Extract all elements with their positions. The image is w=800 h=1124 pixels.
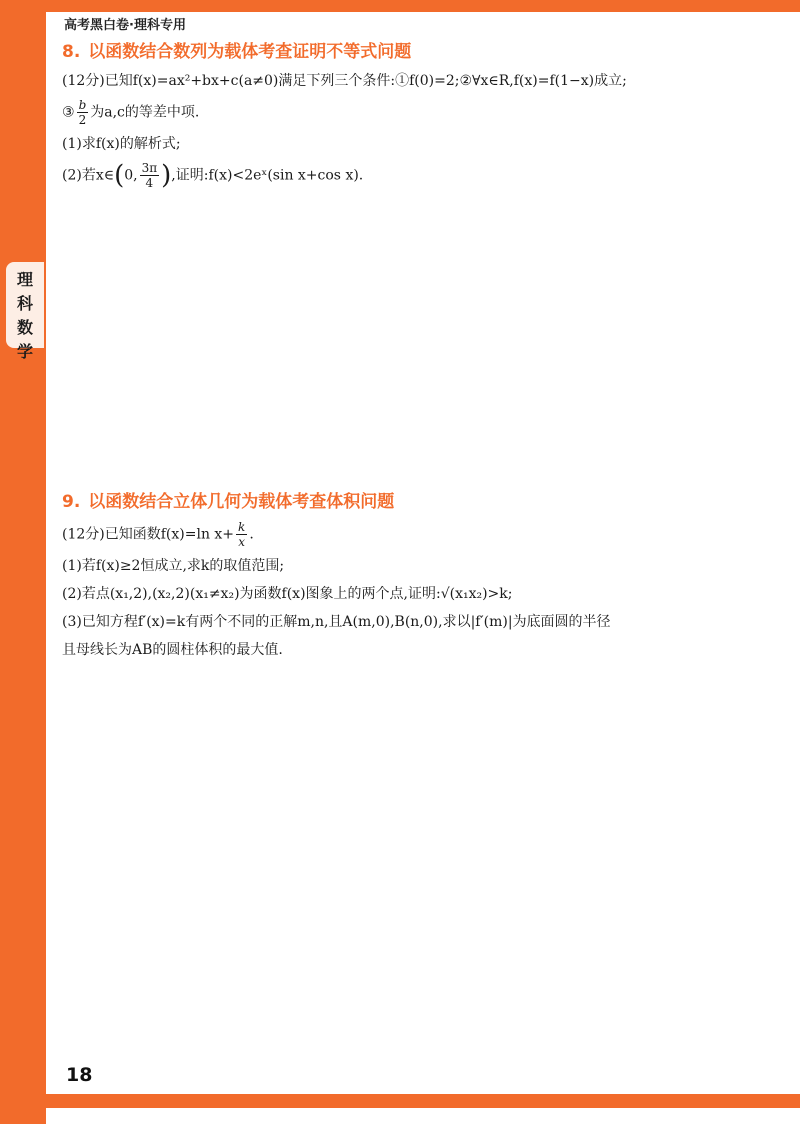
side-subject-label — [6, 268, 44, 364]
problem-8 — [62, 40, 760, 196]
bottom-accent-bar — [0, 1094, 800, 1108]
statement-suffix: . — [249, 526, 254, 543]
page-header: 高考黑白卷·理科专用 — [64, 18, 186, 33]
page-number: 18 — [66, 1064, 93, 1086]
fraction-denominator: 2 — [78, 113, 87, 127]
fraction-numerator: b — [78, 98, 87, 112]
statement-prefix: (12分)已知函数f(x)=ln x+ — [62, 526, 235, 543]
left-accent-bar — [0, 0, 46, 1124]
problem-8-part-2 — [62, 161, 760, 190]
problem-9-title — [62, 490, 760, 514]
side-subject-tab — [6, 262, 44, 361]
top-accent-bar — [0, 0, 800, 12]
problem-9 — [62, 490, 760, 667]
circle-number-3: ③ — [62, 104, 75, 121]
problem-9-title-text: 以函数结合立体几何为载体考查体积问题 — [88, 492, 395, 512]
part-2-suffix: ,证明:f(x)<2eˣ(sin x+cos x). — [171, 167, 364, 184]
problem-9-part-3-line-1: (3)已知方程f′(x)=k有两个不同的正解m,n,且A(m,0),B(n,0),求以|f′(m)|为底面圆的半径 — [62, 614, 611, 630]
fraction-numerator: 3π — [141, 161, 158, 175]
part-2-prefix: (2)若x∈ — [62, 167, 115, 184]
condition-3-text: 为a,c的等差中项. — [90, 104, 200, 121]
problem-8-statement: (12分)已知f(x)=ax²+bx+c(a≠0)满足下列三个条件:①f(0)=2;②∀x∈R,f(x)=f(1−x)成立; — [62, 73, 627, 89]
problem-9-part-1: (1)若f(x)≥2恒成立,求k的取值范围; — [62, 558, 285, 574]
fraction-denominator: 4 — [145, 176, 154, 190]
problem-8-title — [62, 40, 760, 64]
fraction-denominator: x — [238, 535, 246, 549]
fraction-b-over-2 — [77, 98, 89, 127]
problem-8-part-1: (1)求f(x)的解析式; — [62, 136, 181, 152]
right-paren-symbol: ) — [161, 160, 172, 191]
problem-8-condition-3 — [62, 98, 760, 127]
problem-9-statement — [62, 520, 760, 549]
left-paren-symbol: ( — [114, 160, 125, 191]
fraction-3pi-over-4 — [140, 161, 160, 190]
problem-9-part-2: (2)若点(x₁,2),(x₂,2)(x₁≠x₂)为函数f(x)图象上的两个点,证明:√(x₁x₂)>k; — [62, 586, 513, 602]
problem-8-number: 8. — [62, 42, 81, 62]
problem-9-number: 9. — [62, 492, 81, 512]
problem-8-title-text: 以函数结合数列为载体考查证明不等式问题 — [88, 42, 412, 62]
fraction-k-over-x — [236, 520, 247, 549]
interval-left: 0, — [124, 167, 138, 184]
side-subject-text: 理 科 数 学 — [16, 270, 33, 361]
fraction-numerator: k — [238, 520, 246, 534]
problem-9-part-3-line-2: 且母线长为AB的圆柱体积的最大值. — [62, 642, 283, 658]
